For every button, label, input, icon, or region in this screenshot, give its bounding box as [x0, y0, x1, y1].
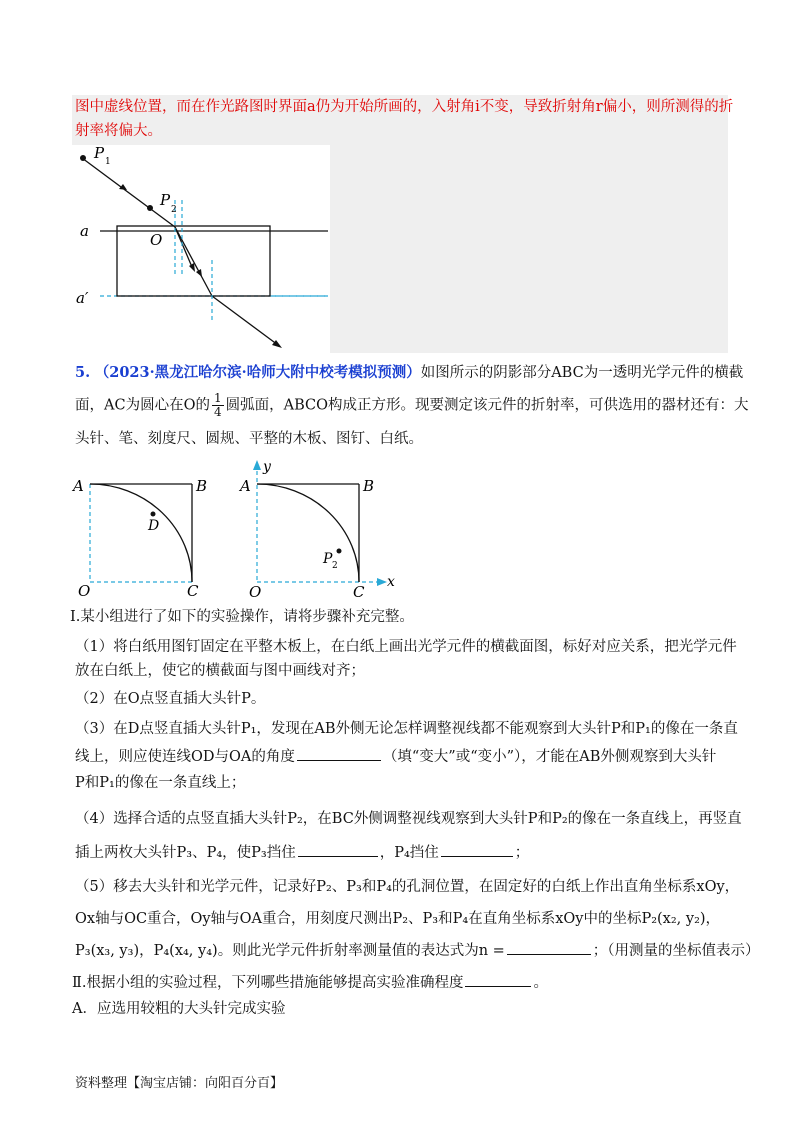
step-2: （2）在O点竖直插大头针P。	[75, 691, 266, 707]
question-line-1	[75, 362, 744, 384]
step-3b-text-1: 线上，则应使连线OD与OA的角度	[75, 749, 295, 765]
fig3-label-a: A	[240, 477, 251, 495]
step-ii	[72, 972, 732, 994]
step-ii-text-2: 。	[533, 975, 548, 991]
question-intro-2b: 圆弧面，ABCO构成正方形。现要测定该元件的折射率，可供选用的器材还有：大	[225, 397, 749, 414]
refraction-figure	[72, 145, 330, 353]
question-intro-1: 如图所示的阴影部分ABC为一透明光学元件的横截	[420, 365, 744, 381]
step-4b	[75, 842, 735, 864]
step-i: Ⅰ.某小组进行了如下的实验操作，请将步骤补充完整。	[70, 609, 414, 625]
option-a: A．应选用较粗的大头针完成实验	[72, 1001, 286, 1017]
fig3-label-x: x	[387, 574, 395, 590]
note-line-1: 图中虚线位置，而在作光路图时界面a仍为开始所画的，入射角i不变，导致折射角r偏小，则所测得的折	[75, 99, 734, 115]
fig3-label-o: O	[249, 583, 262, 600]
blank-p3-blocks[interactable]	[298, 842, 378, 857]
fig2-label-a: A	[73, 477, 84, 495]
label-p2: P	[160, 191, 171, 209]
fig2-label-c: C	[187, 582, 199, 600]
step-5c	[75, 940, 760, 962]
fig2-label-b: B	[196, 477, 208, 495]
label-a-prime: a′	[76, 289, 89, 307]
blank-angle-change[interactable]	[297, 746, 381, 761]
step-5c-text-1: P₃(x₃, y₃)，P₄(x₄, y₄)。则此光学元件折射率测量值的表达式为n =	[75, 943, 505, 959]
step-4b-text-2: ，P₄挡住	[379, 845, 439, 861]
fig2-label-o: O	[78, 582, 91, 600]
label-a: a	[80, 222, 89, 240]
fig3-label-c: C	[353, 583, 365, 600]
step-4b-text-3: ；	[514, 845, 530, 861]
blank-refractive-index[interactable]	[507, 940, 591, 955]
fig3-label-y: y	[263, 459, 271, 475]
footer: 资料整理【淘宝店铺：向阳百分百】	[75, 1076, 284, 1091]
blank-p4-blocks[interactable]	[441, 842, 513, 857]
step-1a: （1）将白纸用图钉固定在平整木板上，在白纸上画出光学元件的横截面图，标好对应关系，把光学元件	[75, 639, 737, 655]
step-3b-text-2: （填“变大”或“变小”），才能在AB外侧观察到大头针	[382, 749, 717, 765]
step-ii-text-1: Ⅱ.根据小组的实验过程，下列哪些措施能够提高实验准确程度	[72, 975, 464, 991]
blank-accuracy-measures[interactable]	[465, 972, 531, 987]
fraction-denominator: 4	[213, 405, 222, 419]
question-intro-2a: 面，AC为圆心在O的	[75, 397, 210, 414]
fig3-label-b: B	[363, 477, 375, 495]
fraction-numerator: 1	[213, 391, 222, 405]
step-5b: Ox轴与OC重合，Oy轴与OA重合，用刻度尺测出P₂、P₃和P₄在直角坐标系xOy中的坐标P₂(x₂, y₂)，	[75, 911, 721, 927]
note-line-2: 射率将偏大。	[75, 123, 162, 139]
step-3b	[75, 746, 735, 768]
question-number: 5.	[75, 364, 91, 381]
step-3c: P和P₁的像在一条直线上；	[75, 775, 246, 791]
question-line-2	[75, 391, 749, 419]
fig2-label-d: D	[148, 518, 160, 534]
step-5c-text-2: ；（用测量的坐标值表示）	[592, 943, 760, 959]
fig3-label-p2-sub: 2	[332, 561, 338, 571]
label-p1-sub: 1	[105, 157, 111, 167]
cross-section-figure-d	[70, 470, 230, 600]
question-line-3: 头针、笔、刻度尺、圆规、平整的木板、图钉、白纸。	[75, 431, 423, 447]
fig3-label-p2: P	[323, 551, 333, 567]
step-5a: （5）移去大头针和光学元件，记录好P₂、P₃和P₄的孔洞位置，在固定好的白纸上作出直角坐标系xOy，	[75, 879, 740, 895]
label-p1: P	[94, 145, 105, 162]
label-p2-sub: 2	[171, 205, 177, 215]
question-source: （2023·黑龙江哈尔滨·哈师大附中校考模拟预测）	[94, 364, 421, 381]
step-4b-text-1: 插上两枚大头针P₃、P₄，使P₃挡住	[75, 845, 296, 861]
step-1b: 放在白纸上，使它的横截面与图中画线对齐；	[75, 663, 365, 679]
quarter-fraction	[212, 392, 224, 419]
coordinate-figure	[235, 458, 405, 600]
step-4a: （4）选择合适的点竖直插大头针P₂，在BC外侧调整视线观察到大头针P和P₂的像在一条直线上，再竖直	[75, 811, 742, 827]
label-o: O	[150, 231, 163, 249]
step-3a: （3）在D点竖直插大头针P₁，发现在AB外侧无论怎样调整视线都不能观察到大头针P和P₁的像在一条直	[75, 721, 738, 737]
